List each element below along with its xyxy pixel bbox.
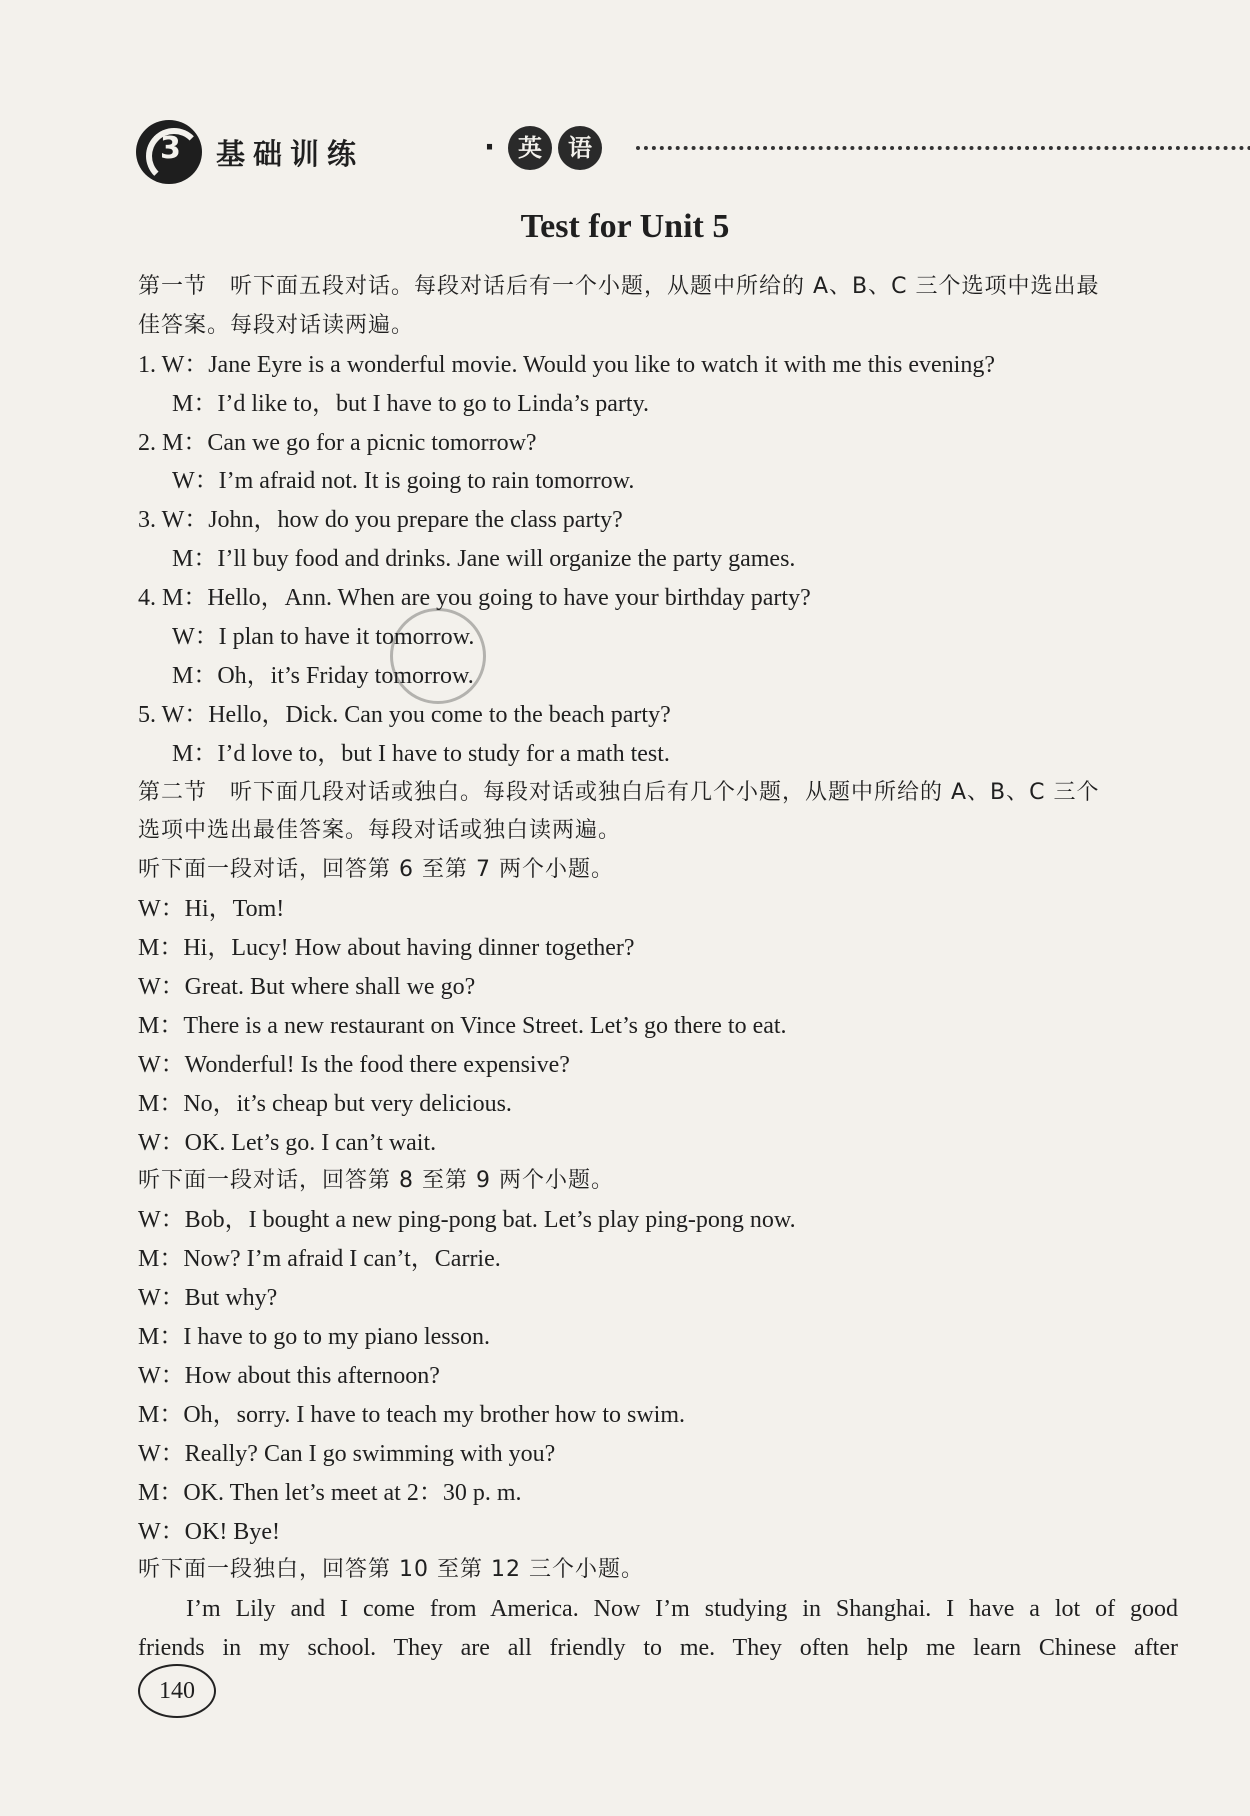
subject-char: 英 — [508, 126, 552, 170]
section-instruction: 第一节 听下面五段对话。每段对话后有一个小题，从题中所给的 A、B、C 三个选项中选出最 — [138, 274, 1100, 299]
text-line: M：I’d like to，but I have to go to Linda’s party. — [172, 390, 650, 417]
text-line: 3. W：John，how do you prepare the class party? — [138, 507, 623, 534]
text-line: M：I’d love to，but I have to study for a math test. — [172, 740, 670, 767]
text-line: 5. W：Hello，Dick. Can you come to the beach party? — [138, 701, 671, 728]
text-line: 4. M：Hello，Ann. When are you going to have your birthday party? — [138, 585, 811, 612]
text-line: W：Bob，I bought a new ping-pong bat. Let’s play ping-pong now. — [138, 1207, 796, 1234]
text-line: W：But why? — [138, 1285, 278, 1312]
text-line: I’m Lily and I come from America. Now I’m studying in Shanghai. I have a lot of good — [186, 1596, 1178, 1623]
text-line: W：OK. Let’s go. I can’t wait. — [138, 1129, 437, 1156]
text-line: M：There is a new restaurant on Vince Street. Let’s go there to eat. — [138, 1012, 787, 1039]
series-logo-icon — [136, 120, 202, 184]
text-line: M：Oh，it’s Friday tomorrow. — [172, 662, 474, 689]
section-instruction: 第二节 听下面几段对话或独白。每段对话或独白后有几个小题，从题中所给的 A、B、C 三个 — [138, 779, 1100, 805]
text-line: W：I plan to have it tomorrow. — [172, 624, 475, 651]
logo-digit: 3 — [160, 131, 181, 166]
text-line: W：OK! Bye! — [138, 1518, 280, 1545]
page-number: 140 — [138, 1664, 216, 1718]
header-dotted-rule — [636, 146, 1250, 150]
section-instruction: 听下面一段对话，回答第 6 至第 7 两个小题。 — [138, 857, 614, 883]
text-line: M：No，it’s cheap but very delicious. — [138, 1090, 512, 1117]
text-line: friends in my school. They are all friendly to me. They often help me learn Chinese after — [138, 1635, 1178, 1662]
text-line: W：Really? Can I go swimming with you? — [138, 1440, 556, 1467]
text-line: M：I have to go to my piano lesson. — [138, 1324, 490, 1351]
subject-badge — [508, 126, 626, 172]
text-line: W：I’m afraid not. It is going to rain tomorrow. — [172, 468, 635, 495]
section-instruction: 佳答案。每段对话读两遍。 — [138, 312, 415, 338]
section-instruction: 听下面一段独白，回答第 10 至第 12 三个小题。 — [138, 1557, 644, 1583]
text-line: M：Now? I’m afraid I can’t，Carrie. — [138, 1246, 501, 1273]
text-line: W：How about this afternoon? — [138, 1362, 440, 1389]
section-instruction: 听下面一段对话，回答第 8 至第 9 两个小题。 — [138, 1168, 614, 1194]
series-separator: · — [484, 130, 496, 164]
text-line: M：I’ll buy food and drinks. Jane will organize the party games. — [172, 546, 796, 573]
subject-char: 语 — [558, 126, 602, 170]
page-title: Test for Unit 5 — [520, 208, 730, 245]
series-name: 基础训练 — [216, 137, 365, 171]
page-header — [136, 118, 1176, 188]
text-line: 1. W：Jane Eyre is a wonderful movie. Would you like to watch it with me this evening? — [138, 351, 996, 378]
text-line: W：Hi，Tom! — [138, 896, 285, 923]
text-line: M：OK. Then let’s meet at 2：30 p. m. — [138, 1479, 522, 1506]
text-line: M：Hi，Lucy! How about having dinner together? — [138, 935, 635, 962]
test-content — [138, 268, 1178, 1668]
text-line: 2. M：Can we go for a picnic tomorrow? — [138, 429, 537, 456]
text-line: W：Wonderful! Is the food there expensive? — [138, 1051, 570, 1078]
text-line: M：Oh，sorry. I have to teach my brother how to swim. — [138, 1401, 686, 1428]
text-line: W：Great. But where shall we go? — [138, 974, 476, 1001]
section-instruction: 选项中选出最佳答案。每段对话或独白读两遍。 — [138, 818, 622, 844]
